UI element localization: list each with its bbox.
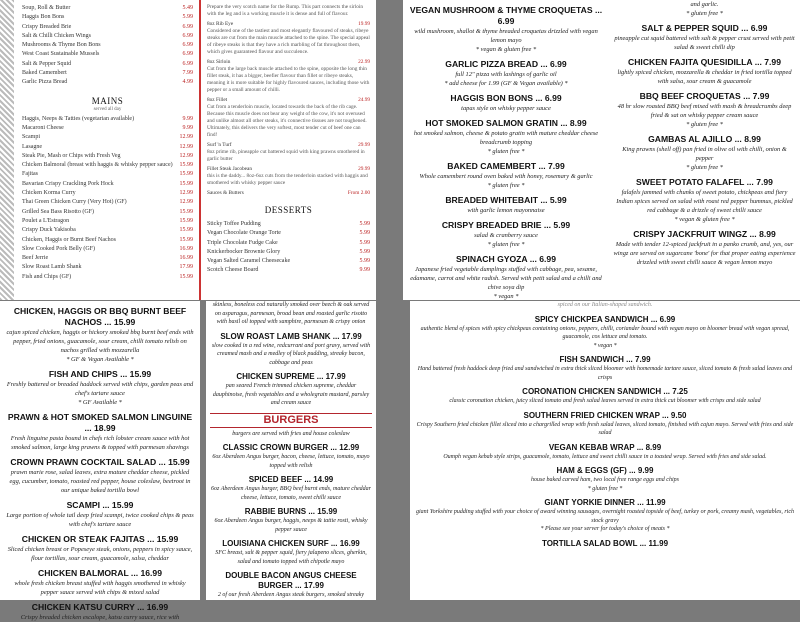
item-dietary-note: * gluten free * [487, 148, 525, 155]
menu-row [22, 236, 193, 245]
item-description: full 12" pizza with lashings of garlic oil [455, 71, 557, 78]
item-description: with garlic lemon mayonnaise [467, 207, 545, 214]
item-name: Triple Chocolate Fudge Cake [207, 239, 278, 246]
item-price: 5.49 [182, 5, 193, 11]
sandwiches-list [416, 315, 794, 549]
menu-row [207, 220, 370, 229]
item-price: 15.99 [179, 273, 193, 280]
item-price: 9.99 [182, 115, 193, 122]
menu-row [22, 226, 193, 235]
item-title: CHICKEN BALMORAL ... 16.99 [38, 568, 162, 578]
menu-item [5, 568, 195, 597]
item-title: SCAMPI ... 15.99 [66, 500, 134, 510]
item-name: Baked Camembert [22, 70, 67, 77]
menu-item [613, 91, 796, 129]
item-description: 6oz Aberdeen Angus burger, BBQ beef burnt ends, mature cheddar cheese, lettuce, tomato, sweet chilli sauce [211, 486, 371, 501]
menu-row [207, 239, 370, 248]
menu-item [210, 332, 372, 368]
item-price: 5.99 [359, 221, 370, 227]
item-title: RABBIE BURNS ... 15.99 [244, 507, 338, 516]
item-dietary-note: * gluten free * [487, 182, 525, 189]
menu-row [207, 257, 370, 266]
item-price: 16.99 [179, 255, 193, 262]
item-description: 2 of our fresh Aberdeen Angus steak burgers, smoked streaky [217, 592, 365, 598]
menu-row [22, 273, 193, 282]
menu-item [210, 507, 372, 534]
item-price: 6.99 [182, 32, 193, 39]
steak-item [207, 166, 370, 187]
item-name: Bavarian Crispy Crackling Pork Hock [22, 180, 114, 187]
menu-item [416, 539, 794, 549]
mains-detail-panel [0, 301, 200, 621]
item-price: 15.99 [179, 162, 193, 169]
item-name: Slow Roast Lamb Shank [22, 264, 82, 271]
burgers-list [210, 443, 372, 600]
item-description: 6oz Aberdeen Angus burger, haggis, neeps & tattie rosti, whisky pepper sauce [214, 518, 368, 533]
menu-item [407, 59, 605, 88]
item-title: HAGGIS BON BONS ... 6.99 [450, 93, 562, 103]
menu-item [416, 355, 794, 382]
item-description: cajun spiced chicken, haggis or hickory smoked bbq burnt beef ends with pepper, fried onions, guacamole, sour cream, chilli tomato relish on nachos grilled with mozzarella [6, 329, 194, 354]
item-name: Scampi [22, 134, 40, 141]
item-price: 7.99 [182, 70, 193, 77]
steak-list [207, 21, 370, 197]
menu-row [22, 115, 193, 124]
menu-row [22, 13, 193, 22]
steak-price: 22.99 [358, 59, 370, 65]
menu-row [22, 78, 193, 87]
item-price: 9.99 [182, 124, 193, 131]
item-price: 6.99 [182, 23, 193, 30]
item-description: salad & cranberry sauce [474, 232, 538, 239]
steak-item [207, 59, 370, 94]
item-description: Made with tender 12-spiced jackfruit in a panko crumb, and, yes, our wingz are served on sugarcane 'bone' for that proper eating experience drizzled with sweet chilli sauce & vegan lemon mayo [613, 241, 796, 266]
item-price: 5.99 [359, 258, 370, 265]
item-price: 6.99 [182, 42, 193, 49]
item-price: 16.99 [179, 245, 193, 252]
item-name: Mushrooms & Thyme Bon Bons [22, 42, 101, 49]
item-description: house baked carved ham, two local free range eggs and chips [531, 477, 679, 483]
continued-description: spiced on our Italian-shaped sandwich. [557, 302, 653, 308]
item-name: Garlic Pizza Bread [22, 79, 68, 86]
menu-row [22, 217, 193, 226]
menu-row [207, 266, 370, 275]
item-price: 5.99 [182, 14, 193, 21]
mains-list [22, 115, 193, 282]
item-price: 9.99 [359, 267, 370, 274]
steak-price: 19.99 [358, 21, 370, 27]
item-title: CHICKEN FAJITA QUESIDILLA ... 7.99 [628, 57, 781, 67]
item-name: Chicken Korma Curry [22, 190, 76, 197]
menu-item [5, 500, 195, 529]
menu-row [22, 124, 193, 133]
item-name: Chicken Balmoral (breast with haggis & whisky pepper sauce) [22, 162, 173, 169]
item-price: 12.99 [179, 152, 193, 159]
menu-item [407, 93, 605, 113]
steak-price: From 2.00 [347, 190, 370, 196]
item-title: HOT SMOKED SALMON GRATIN ... 8.99 [425, 118, 587, 128]
item-name: Lasagne [22, 143, 42, 150]
item-name: Slow Cooked Pork Belly (GF) [22, 245, 96, 252]
item-title: CROWN PRAWN COCKTAIL SALAD ... 15.99 [10, 457, 190, 467]
item-description: whole fresh chicken breast stuffed with haggis smothered in whisky pepper sauce served with chips & mixed salad [14, 580, 186, 596]
item-title: SPICED BEEF ... 14.99 [248, 475, 334, 484]
menu-item [416, 411, 794, 438]
steak-name-row [207, 59, 370, 66]
mains-heading: MAINS [91, 95, 124, 106]
menu-item [5, 369, 195, 407]
menu-item [613, 57, 796, 86]
item-name: Fajitas [22, 171, 38, 178]
item-dietary-note: * vegan * [593, 342, 617, 349]
menu-row [22, 60, 193, 69]
item-description: SFC breast, salt & pepper squid, fiery jalapeno slices, gherkin, salad and tomato topped with chipotle mayo [215, 550, 367, 565]
steak-price: 29.99 [358, 142, 370, 148]
item-price: 12.99 [179, 134, 193, 141]
menu-item [407, 161, 605, 190]
item-title: CORONATION CHICKEN SANDWICH ... 7.25 [522, 387, 688, 396]
item-description: 6oz Aberdeen Angus burger, bacon, cheese, lettuce, tomato, mayo topped with relish [212, 454, 370, 469]
steak-price: 29.99 [358, 166, 370, 172]
item-name: Sticky Toffee Pudding [207, 221, 261, 227]
item-description: Hand battered fresh haddock deep fried and sandwiched in extra thick sliced bloomer with homemade tartare sauce, sliced tomato & fresh salad leaves and crisps [417, 366, 793, 381]
menu-row [22, 133, 193, 142]
menu-item [613, 229, 796, 267]
item-description: Oumph vegan kebab style strips, guacamole, tomato, lettuce and sweet chilli sauce in a toasted wrap. Served with fries and side salad. [443, 453, 767, 460]
steak-name: 8oz Rib Eye [207, 21, 234, 27]
item-dietary-note: * GF & Vegan Available * [66, 356, 134, 363]
item-dietary-note: * gluten free * [686, 121, 723, 128]
item-name: West Coast Sustainable Mussels [22, 51, 100, 58]
menu-item [613, 134, 796, 172]
starters-list [22, 4, 193, 88]
item-dietary-note: * GF Available * [78, 399, 122, 406]
item-name: Vegan Chocolate Orange Torte [207, 230, 281, 237]
item-dietary-note: * gluten free * [686, 164, 723, 171]
menu-row [22, 170, 193, 179]
item-title: CHICKEN, HAGGIS OR BBQ BURNT BEEF NACHOS ... 15.99 [13, 306, 187, 327]
menu-item [407, 5, 605, 54]
menu-row [22, 69, 193, 78]
burgers-heading: BURGERS [210, 413, 372, 428]
item-name: Scotch Cheese Board [207, 267, 259, 274]
steak-name: 8oz Sirloin [207, 59, 231, 65]
item-name: Steak Pie, Mash or Chips with Fresh Veg [22, 152, 121, 159]
item-description: pineapple cut squid battered with salt & pepper crust served with petit salad & sweet chilli dip [614, 35, 795, 51]
item-title: SWEET POTATO FALAFEL ... 7.99 [636, 177, 773, 187]
small-plates-left-column [407, 0, 605, 301]
item-description: pan seared French trimmed chicken supreme, cheddar dauphinoise, fresh vegetables and a wholegrain mustard, parsley and cream sauce [212, 383, 370, 406]
continued-description: skinless, boneless cod naturally smoked over beech & oak served on asparagus, parmesan, broad bean and roasted garlic risotto with basil oil topped with samphire, parmesan & crispy onion [212, 302, 370, 325]
menu-row [22, 161, 193, 170]
item-price: 15.99 [179, 227, 193, 234]
item-description: hot smoked salmon, cheese & potato gratin with mature cheddar cheese breadcrumb topping [413, 130, 599, 146]
steak-name-row [207, 190, 370, 197]
item-description: authentic blend of spices with spicy chickpeas containing onions, peppers, chilli, coriander bound with vegan mayo on bloomer bread with vegan spread, guacamole, cos lettuce and tomato. [420, 325, 790, 340]
item-name: Poulet a L'Estragon [22, 217, 70, 224]
menu-item [416, 315, 794, 351]
item-dietary-note: * vegan & gluten free * [475, 46, 537, 53]
item-description: lightly spiced chicken, mozzarella & cheddar in fried tortilla topped with salsa, sour cream & guacamole [617, 69, 792, 85]
item-price: 5.99 [359, 248, 370, 255]
steak-price: 24.99 [358, 97, 370, 103]
steak-item [207, 21, 370, 56]
item-title: SPINACH GYOZA ... 6.99 [456, 254, 556, 264]
menu-item [416, 466, 794, 493]
menu-row [22, 23, 193, 32]
menu-item [407, 195, 605, 215]
menu-row [22, 4, 193, 13]
menu-row [22, 143, 193, 152]
menu-item [210, 475, 372, 502]
menu-row [22, 152, 193, 161]
menu-row [22, 189, 193, 198]
steak-name: Surf 'n Turf [207, 142, 232, 148]
steak-description: Considered one of the tastiest and most elegantly flavoured of steaks, ribeye steaks are cut from the main muscle attached to the spine. The special appeal of ribeye steaks is that they have a rich marbling of fat throughout them, which gives guaranteed flavour and succulence. [207, 28, 370, 55]
item-price: 6.99 [182, 51, 193, 58]
item-description: Freshly battered or breaded haddock served with chips, garden peas and chef's tartare sauce [6, 381, 194, 397]
item-title: BREADED WHITEBAIT ... 5.99 [445, 195, 567, 205]
item-title: LOUISIANA CHICKEN SURF ... 16.99 [222, 539, 360, 548]
item-name: Soup, Roll & Butter [22, 5, 71, 11]
steak-item [207, 190, 370, 197]
item-title: SOUTHERN FRIED CHICKEN WRAP ... 9.50 [523, 410, 687, 420]
steak-description: 8oz prime rib, pineapple cut battered squid with king prawns smothered in garlic butter [207, 149, 365, 162]
steak-name-row [207, 166, 370, 173]
mains-detail-list [5, 301, 195, 622]
item-name: Chicken, Haggis or Burnt Beef Nachos [22, 236, 116, 243]
item-price: 15.99 [179, 208, 193, 215]
menu-item [210, 443, 372, 470]
starters-mains-list-panel [0, 0, 200, 300]
menu-item [210, 539, 372, 566]
burgers-note: burgers are served with fries and house coleslaw [232, 430, 350, 437]
menu-row [22, 263, 193, 272]
gluten-note: * gluten free * [686, 10, 723, 17]
item-description: Large portion of whole tail deep fried scampi, twice cooked chips & peas with chef's tartare sauce [6, 512, 194, 528]
small-plates-panel [403, 0, 800, 300]
steak-name-row [207, 21, 370, 28]
item-price: 15.99 [179, 180, 193, 187]
menu-row [22, 180, 193, 189]
item-description: Sliced chicken breast or Popeseye steak, onions, peppers in spicy sauce, flour tortillas, sour cream, guacamole, salsa, cheddar [7, 546, 193, 562]
item-dietary-note: * vegan & gluten free * [674, 216, 735, 223]
steaks-desserts-panel [200, 0, 376, 300]
menu-row [22, 50, 193, 59]
item-title: VEGAN MUSHROOM & THYME CROQUETAS ... 6.99 [409, 5, 603, 26]
item-description: prawn marie rose, salad leaves, extra mature cheddar cheese, pickled egg, cucumber, tomato, roasted red pepper, house coleslaw, beetroot in our unique baked tortilla bowl [9, 469, 191, 494]
menu-item [210, 372, 372, 408]
menu-item [407, 254, 605, 301]
menu-item [5, 602, 195, 622]
menu-item [416, 443, 794, 462]
steak-name: 8oz Fillet [207, 97, 228, 103]
mains-continued-list [210, 332, 372, 408]
item-price: 5.99 [359, 230, 370, 237]
item-title: FISH SANDWICH ... 7.99 [559, 355, 651, 364]
item-price: 6.99 [182, 60, 193, 67]
item-price: 5.99 [359, 239, 370, 246]
menu-item [5, 306, 195, 364]
menu-row [22, 208, 193, 217]
item-description: wild mushroom, shallot & thyme breaded croquetas drizzled with vegan lemon mayo [414, 28, 598, 44]
item-name: Haggis Bon Bons [22, 14, 65, 21]
steak-description: Cut from the large back muscle attached to the spine, opposite the long thin fillet steak, it has a bigger, beefier flavour than fillet or ribeye steaks, meaning it is more suitable for highly flavoured sauces, including those with pepper or a small amount of chilli. [207, 66, 370, 93]
steak-item [207, 97, 370, 139]
menu-item [5, 457, 195, 495]
desserts-list [207, 220, 370, 276]
item-description: King prawns (shell off) pan fried in olive oil with chilli, onion & pepper [622, 146, 787, 162]
item-title: VEGAN KEBAB WRAP ... 8.99 [548, 442, 662, 452]
mains-burgers-panel [206, 301, 376, 600]
item-name: Salt & Chilli Chicken Wings [22, 32, 91, 39]
item-title: HAM & EGGS (GF) ... 9.99 [556, 466, 654, 475]
menu-item [210, 571, 372, 600]
steak-item [207, 142, 370, 163]
steak-name: Sauces & Butters [207, 190, 244, 196]
item-dietary-note: * vegan * [493, 293, 519, 300]
item-title: SPICY CHICKPEA SANDWICH ... 6.99 [534, 314, 676, 324]
item-price: 12.99 [179, 143, 193, 150]
item-description: Japanese fried vegetable dumplings stuffed with cabbage, pea, sesame, edamame, carrot and white radish. Served with petit salad and a chilli and chive soya dip [410, 266, 602, 291]
steak-description: Cut from a tenderloin muscle, located towards the back of the rib cage. Because this muscle does not bear any weight of the cow, it's not overused and unlike almost all other steaks, it's connective tissues are not toughened. Ultimately, this delivers the very softest, most tender cut of beef one can find! [207, 104, 367, 138]
item-description: Crispy breaded chicken escalope, katsu curry sauce, rice with [20, 614, 180, 621]
item-price: 15.99 [179, 171, 193, 178]
steak-description: this is the daddy... 8oz-6oz cuts from the tenderloin stacked with haggis and smothered with whisky pepper sauce [207, 173, 368, 186]
item-title: CRISPY BREADED BRIE ... 5.99 [441, 220, 571, 230]
menu-item [407, 118, 605, 156]
item-name: Knickerbocker Brownie Glory [207, 248, 281, 255]
item-name: Crispy Duck Yakisoba [22, 227, 76, 234]
item-description: falafels jammed with chunks of sweet potato, chickpeas and fiery Indian spices served on salad with roast red pepper hummus, pickled red cabbage & a drizzle of sweet chilli sauce [616, 189, 793, 214]
menu-row [207, 248, 370, 257]
item-description: tapas style on whisky pepper sauce [461, 105, 551, 112]
item-description: giant Yorkshire pudding stuffed with your choice of award winning sausages, overnight roasted topside of beef, turkey or pork, creamy mash, vegetables, rich stock gravy [416, 509, 795, 524]
item-price: 12.99 [179, 190, 193, 197]
sandwiches-panel [410, 301, 800, 600]
item-title: BAKED CAMEMBERT ... 7.99 [447, 161, 565, 171]
item-title: CHICKEN OR STEAK FAJITAS ... 15.99 [21, 534, 179, 544]
menu-item [407, 220, 605, 249]
item-title: CHICKEN KATSU CURRY ... 16.99 [31, 602, 169, 612]
desserts-heading: DESSERTS [264, 205, 313, 215]
item-price: 4.99 [182, 79, 193, 86]
item-name: Fish and Chips (GF) [22, 273, 72, 280]
menu-item [613, 23, 796, 52]
item-name: Crispy Breaded Brie [22, 23, 72, 30]
item-name: Salt & Pepper Squid [22, 60, 72, 67]
menu-item [416, 498, 794, 534]
menu-row [22, 245, 193, 254]
item-title: DOUBLE BACON ANGUS CHEESE BURGER ... 17.99 [225, 571, 357, 590]
item-title: CHICKEN SUPREME ... 17.99 [236, 372, 346, 381]
item-price: 15.99 [179, 236, 193, 243]
item-name: Beef Jerrie [22, 255, 49, 262]
menu-row [22, 32, 193, 41]
item-name: Grilled Sea Bass Risotto (GF) [22, 208, 94, 215]
menu-row [22, 41, 193, 50]
menu-row [22, 254, 193, 263]
item-dietary-note: * add cheese for 1.99 (GF & Vegan available) * [444, 80, 568, 87]
steak-name-row [207, 97, 370, 104]
item-title: GIANT YORKIE DINNER ... 11.99 [544, 498, 666, 507]
item-price: 15.99 [179, 217, 193, 224]
small-plates-right-column [613, 0, 796, 267]
menu-item [5, 412, 195, 452]
item-name: Thai Green Chicken Curry (Very Hot) (GF) [22, 199, 127, 206]
item-name: Vegan Salted Caramel Cheesecake [207, 258, 291, 265]
item-description: 48 hr slow roasted BBQ beef mixed with mash & breadcrumbs deep fried & sat on whisky pepper cream sauce [617, 103, 792, 119]
item-title: FISH AND CHIPS ... 15.99 [48, 369, 152, 379]
item-title: GAMBAS AL AJILLO ... 8.99 [648, 134, 761, 144]
item-title: GARLIC PIZZA BREAD ... 6.99 [445, 59, 567, 69]
item-dietary-note: * Please see your server for today's choice of meats * [540, 526, 670, 532]
menu-item [5, 534, 195, 563]
item-title: PRAWN & HOT SMOKED SALMON LINGUINE ... 18.99 [7, 412, 193, 433]
continued-description: and garlic. [690, 1, 719, 8]
item-name: Macaroni Cheese [22, 124, 64, 131]
item-description: slow cooked in a red wine, redcurrant and port gravy, served with creamed mash and a medley of black pudding, streaky bacon, cabbage and peas [211, 342, 371, 366]
menu-item [613, 177, 796, 224]
mains-subheading: served all day [93, 106, 122, 112]
steak-name-row [207, 142, 370, 149]
item-title: CRISPY JACKFRUIT WINGZ ... 8.99 [633, 229, 776, 239]
item-description: Fresh linguine pasta bound in chefs rich lobster cream sauce with hot smoked salmon, large king prawns & topped with parmesan shavings [10, 435, 190, 451]
steak-intro: Prepare the very scotch name for the Rump. This part connects the sirloin with the leg and is a working muscle it is dense and full of flavour. [207, 4, 363, 17]
item-title: SALT & PEPPER SQUID ... 6.99 [641, 23, 768, 33]
steak-name: Fillet Steak Jacobean [207, 166, 253, 172]
item-dietary-note: * gluten free * [587, 485, 623, 492]
menu-item [416, 387, 794, 406]
item-description: Whole camembert round oven baked with honey, rosemary & garlic [419, 173, 593, 180]
item-description: classic coronation chicken, juicy sliced tomato and fresh salad leaves served in extra thick cut bloomer with crisps and side salad [449, 398, 761, 404]
item-description: Crispy Southern fried chicken fillet sliced into a chargrilled wrap with fresh salad leaves, sliced tomato, finished with cajun mayo. Served with fries and side salad [416, 421, 794, 436]
menu-row [22, 198, 193, 207]
item-title: CLASSIC CROWN BURGER ... 12.99 [222, 443, 360, 452]
item-dietary-note: * gluten free * [487, 241, 525, 248]
menu-row [207, 229, 370, 238]
item-title: TORTILLA SALAD BOWL ... 11.99 [541, 538, 669, 548]
item-name: Haggis, Neeps & Tatties (vegetarian available) [22, 115, 135, 122]
item-title: BBQ BEEF CROQUETAS ... 7.99 [639, 91, 770, 101]
item-price: 17.99 [179, 264, 193, 271]
item-price: 12.99 [179, 199, 193, 206]
item-title: SLOW ROAST LAMB SHANK ... 17.99 [220, 331, 362, 341]
